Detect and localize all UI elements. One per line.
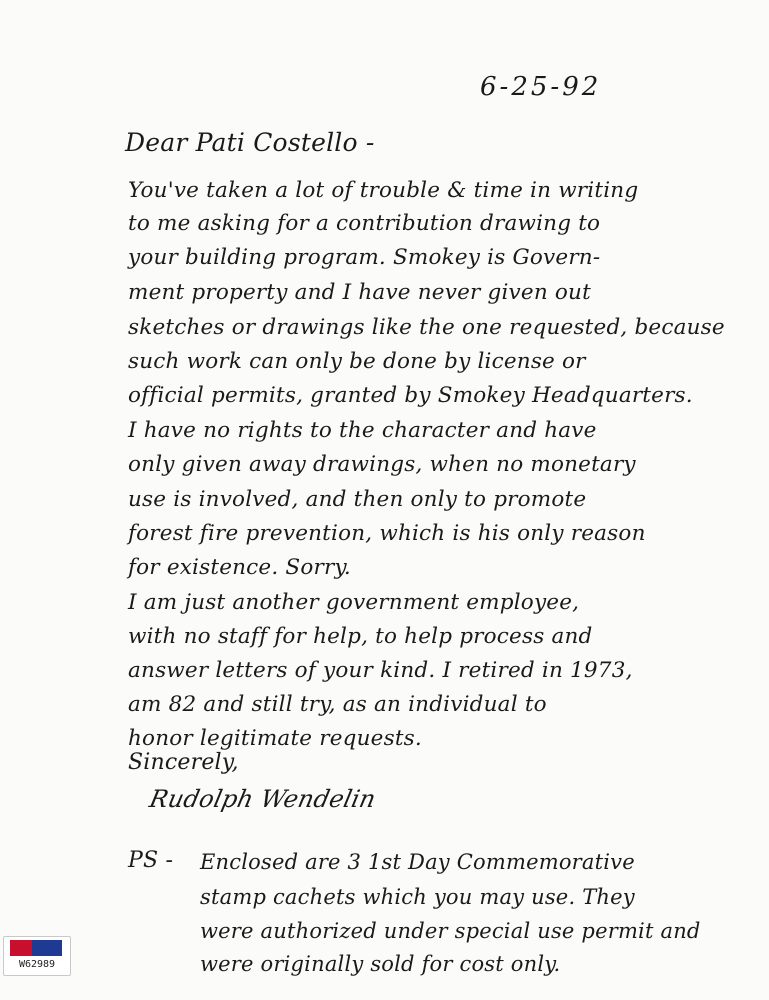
letter-signature: Rudolph Wendelin bbox=[147, 785, 379, 813]
letter-body-line: to me asking for a contribution drawing to bbox=[128, 211, 601, 236]
letter-body-line: I have no rights to the character and have bbox=[128, 418, 597, 443]
letter-closing: Sincerely, bbox=[128, 750, 239, 775]
psa-dna-logo bbox=[10, 940, 62, 956]
letter-date: 6-25-92 bbox=[480, 72, 602, 102]
letter-body-line: forest fire prevention, which is his only reason bbox=[128, 521, 646, 546]
ps-line: stamp cachets which you may use. They bbox=[200, 885, 635, 909]
psa-logo-block bbox=[10, 940, 32, 956]
certificate-number: W62989 bbox=[18, 959, 56, 970]
letter-body-line: your building program. Smokey is Govern- bbox=[128, 245, 601, 270]
ps-label: PS - bbox=[128, 848, 174, 873]
letter-body-line: You've taken a lot of trouble & time in writing bbox=[128, 178, 639, 203]
letter-body-line: am 82 and still try, as an individual to bbox=[128, 692, 547, 717]
letter-body-line: with no staff for help, to help process and bbox=[128, 624, 593, 649]
ps-line: were originally sold for cost only. bbox=[200, 952, 561, 976]
letter-body-line: answer letters of your kind. I retired in 1973, bbox=[128, 658, 633, 683]
letter-salutation: Dear Pati Costello - bbox=[125, 128, 375, 157]
letter-body-line: ment property and I have never given out bbox=[128, 280, 591, 305]
letter-body-line: honor legitimate requests. bbox=[128, 726, 422, 751]
letter-body-line: for existence. Sorry. bbox=[128, 555, 351, 580]
ps-line: Enclosed are 3 1st Day Commemorative bbox=[200, 850, 635, 874]
authentication-sticker bbox=[3, 936, 71, 976]
letter-body-line: official permits, granted by Smokey Headquarters. bbox=[128, 383, 693, 408]
letter-body-line: such work can only be done by license or bbox=[128, 349, 586, 374]
letter-body-line: I am just another government employee, bbox=[128, 590, 580, 615]
letter-body-line: only given away drawings, when no monetary bbox=[128, 452, 636, 477]
letter-body-line: sketches or drawings like the one requested, because bbox=[128, 315, 725, 340]
letter-body-line: use is involved, and then only to promote bbox=[128, 487, 587, 512]
ps-line: were authorized under special use permit and bbox=[200, 919, 701, 943]
dna-logo-block bbox=[32, 940, 62, 956]
